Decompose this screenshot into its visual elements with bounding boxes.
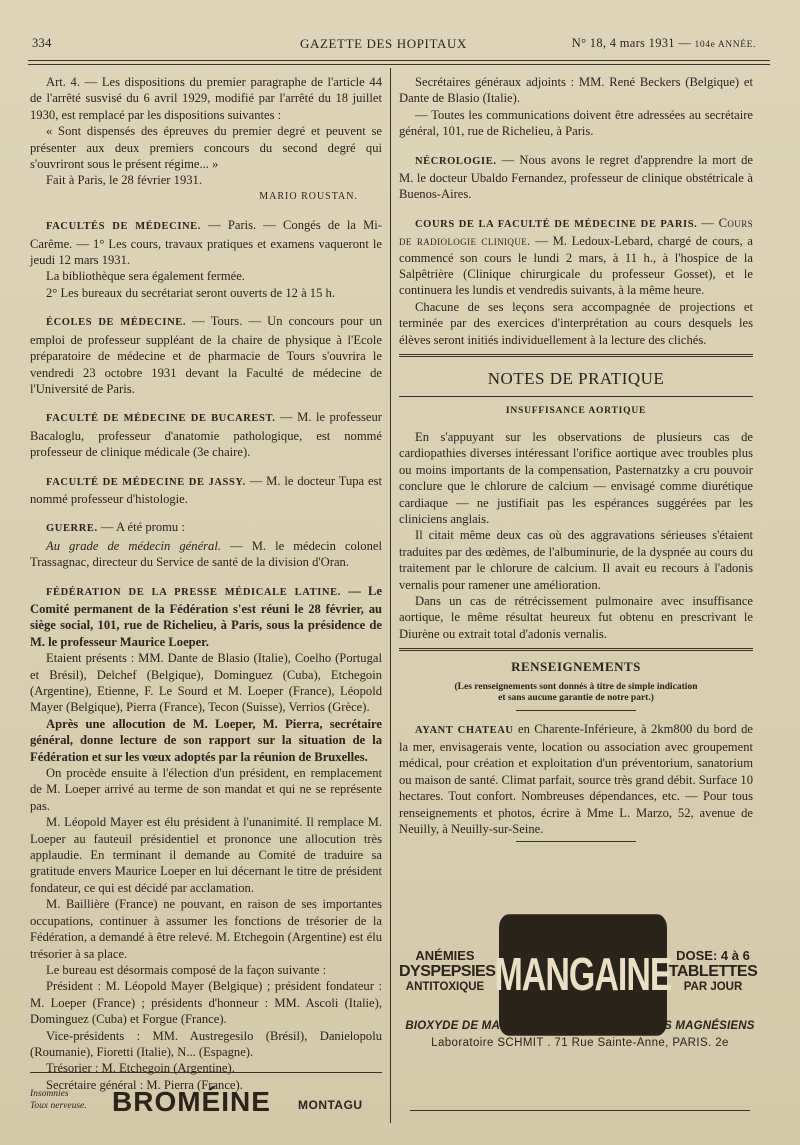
chateau-heading: AYANT CHATEAU: [415, 724, 514, 736]
federation-heading: FÉDÉRATION DE LA PRESSE MÉDICALE LATINE.: [46, 586, 341, 598]
disclaimer-line-2: et sans aucune garantie de notre part.): [498, 692, 654, 703]
article-4: Art. 4. — Les dispositions du premier paragraphe de l'article 44 de l'arrêté susvisé du 6 avril 1929, modifié par l'arrêté du 18 juillet 1930, est remplacé par les dispositions suivantes :: [30, 75, 382, 122]
header-rule-bottom: [28, 64, 770, 65]
bucarest-heading: FACULTÉ DE MÉDECINE DE BUCAREST.: [46, 413, 276, 425]
jassy-notice: [30, 473, 382, 508]
communications: — Toutes les communications doivent être adressées au secrétaire général, 101, rue de Richelieu, à Paris.: [399, 107, 753, 139]
secretaires-adjoints: Secrétaires généraux adjoints : MM. René Beckers (Belgique) et Dante de Blasio (Italie).: [399, 75, 753, 106]
mangaine-advertisement: [399, 928, 761, 1058]
indication-dyspepsies: DYSPEPSIES: [399, 963, 496, 980]
signature: MARIO ROUSTAN.: [259, 190, 358, 202]
bromeine-rule: [30, 1072, 382, 1073]
chateau-text: en Charente-Inférieure, à 2km800 du bord de la mer, envisagerais vente, location ou association avec groupement médical, pour création et exploitation d'un préventorium, sanatorium ou maison de santé. Climat parfait, source très grand débit. Surface 10 hectares. Tout confort. Nombreuses dépendances, etc. — Pour tous renseignements et photos, écrire à Mme L. Marzo, 52, avenue de Neuilly, à Neuilly-sur-Seine.: [399, 721, 753, 837]
bucarest-text: — M. le professeur Bacaloglu, professeur d'anatomie pathologique, est nommé professeur de clinique médicale (3e chaire).: [30, 410, 382, 460]
guerre-grade: Au grade de médecin général.: [46, 538, 222, 553]
notes-paragraph-1: En s'appuyant sur les observations de plusieurs cas de cardiopathies diverses intéressant l'orifice aortique avec troubles plus ou moins importants de la compensation, Pasternatzky a cru pouvoir conclure que le chlorure de calcium — envisagé comme diurétique cardiaque — ne justifiait pas les espérances suggérées par les cliniciens anglais.: [399, 429, 753, 526]
necrologie-notice: [399, 152, 753, 203]
federation-bureau: Le bureau est désormais composé de la façon suivante :: [46, 962, 327, 977]
ecoles-heading: ÉCOLES DE MÉDECINE.: [46, 317, 187, 329]
mangaine-laboratory: Laboratoire SCHMIT . 71 Rue Sainte-Anne, PARIS. 2e: [431, 1037, 729, 1049]
indication-anemies: ANÉMIES: [415, 948, 475, 963]
cours-subheading: — Cours de radiologie clinique.: [399, 215, 754, 249]
short-rule-2: [516, 841, 636, 842]
cours-notice: [399, 215, 753, 299]
issue-number: N° 18, 4 mars 1931 —: [571, 36, 692, 50]
cours-text: — M. Ledoux-Lebard, chargé de cours, a commencé son cours le lundi 2 mars, à 11 h., à l'hospice de la Salpêtrière (Clinique chirurgicale du professeur Gosset), et le continuera les lundis et vendredis suivants, à la même heure.: [399, 234, 753, 298]
guerre-heading: GUERRE.: [46, 523, 98, 535]
section-double-rule: [399, 354, 753, 357]
bucarest-notice: [30, 409, 382, 460]
facultes-text: — Paris. — Congés de la Mi-Carême. — 1° Les cours, travaux pratiques et examens vaqueront le jeudi 12 mars 1931.: [30, 218, 382, 268]
renseignements-disclaimer: [399, 682, 753, 704]
short-rule: [516, 710, 636, 711]
dispense-quote: « Sont dispensés des épreuves du premier degré et peuvent se présenter aux deux premiers concours du second degré qui s'ouvriront sous le présent régime... »: [30, 124, 382, 172]
notes-paragraph-3: Dans un cas de rétrécissement pulmonaire avec insuffisance aortique, le même résultat heureux fut obtenu en prescrivant le Diurène ou extrait total d'adonis vernalis.: [399, 593, 753, 641]
facultes-bureaux: 2° Les bureaux du secrétariat seront ouverts de 12 à 15 h.: [46, 285, 335, 300]
right-column: [399, 74, 753, 846]
federation-secretaire: Secrétaire général : M. Pierra (France).: [46, 1077, 243, 1092]
column-divider: [390, 68, 391, 1123]
jassy-text: — M. le docteur Tupa est nommé professeur d'histologie.: [30, 473, 382, 506]
bromeine-maker: MONTAGU: [298, 1098, 363, 1112]
guerre-promotion: [30, 538, 382, 571]
chateau-ad: [399, 721, 753, 838]
guerre-notice: [30, 519, 382, 537]
mangaine-brand: MANGAINE: [494, 948, 672, 1000]
header-rule-top: [28, 60, 770, 61]
federation-allocution: Après une allocution de M. Loeper, M. Pierra, secrétaire général, donne lecture de son rapport sur la situation de la Fédération et sur les vœux adoptés par la réunion de Bruxelles.: [30, 716, 382, 764]
notes-paragraph-2: Il citait même deux cas où des aggravations sérieuses s'étaient traduites par des œdèmes, de l'albuminurie, de la dyspnée au cours du traitement par le chlorure de calcium. Il avait eu recours à l'adonis vernalis pour ramener une amélioration.: [399, 528, 753, 592]
bromeine-brand: BROMÉINE: [112, 1086, 271, 1117]
facultes-notice: [30, 217, 382, 268]
bromeine-insomnies: Insomnies: [30, 1089, 69, 1099]
necrologie-heading: NÉCROLOGIE.: [415, 155, 497, 167]
fait-a-paris: Fait à Paris, le 28 février 1931.: [46, 173, 202, 188]
mangaine-indications: [399, 948, 496, 993]
federation-president: Président : M. Léopold Mayer (Belgique) ; président fondateur : M. Loeper (France) ; présidents d'honneur : MM. Ascoli (Italie), Dominguez (Cuba) et Forgue (France).: [30, 979, 382, 1027]
ecoles-text: — Tours. — Un concours pour un emploi de professeur suppléant de la chaire de physique à l'Ecole préparatoire de médecine et de pharmacie de Tours s'ouvrira le vendredi 23 octobre 1931 devant la Faculté de médecine de l'Université de Paris.: [30, 314, 382, 396]
insuffisance-aortique-title: INSUFFISANCE AORTIQUE: [505, 405, 647, 416]
notes-de-pratique-title: NOTES DE PRATIQUE: [399, 371, 753, 396]
dosage-line: DOSE: 4 à 6: [676, 948, 750, 963]
par-jour-line: PAR JOUR: [683, 981, 743, 993]
mangaine-dosage: [665, 948, 761, 993]
cours-projections: Chacune de ses leçons sera accompagnée de projections et terminée par des exercices d'interprétation au cours desquels les élèves seront initiés individuellement à la lecture des clichés.: [399, 299, 753, 347]
jassy-heading: FACULTÉ DE MÉDECINE DE JASSY.: [46, 476, 246, 488]
bromeine-toux: Toux nerveuse.: [30, 1101, 87, 1111]
page-header: [30, 34, 770, 54]
federation-text: — Le Comité permanent de la Fédération s'est réuni le 28 février, au siège social, 101, rue de Richelieu, à Paris, sous la présidence de M. le professeur Maurice Loeper.: [30, 583, 383, 649]
ecoles-notice: [30, 313, 382, 397]
federation-presents: Etaient présents : MM. Dante de Blasio (Italie), Coelho (Portugal et Brésil), Delchef (Belgique), Dominguez (Cuba), Etchegoin (Argentine), Etienne, F. Le Sourd et M. Loeper (France), Léopold Mayer (Belgique), Pierra (France), Tecon (Suisse), Verrios (Grèce).: [30, 651, 382, 715]
disclaimer-line-1: (Les renseignements sont donnés à titre de simple indication: [454, 681, 698, 692]
federation-election: On procède ensuite à l'élection d'un président, en remplacement de M. Loeper arrivé au terme de son mandat et qui ne se représente pas.: [30, 766, 382, 813]
tablettes-line: TABLETTES: [668, 963, 758, 980]
cours-heading: COURS DE LA FACULTÉ DE MÉDECINE DE PARIS.: [415, 218, 698, 230]
mangaine-composition: BIOXYDE DE MANGANÈSE COLLOÏDAL - SELS MAGNÉSIENS: [405, 1020, 755, 1032]
necrologie-text: — Nous avons le regret d'apprendre la mort de M. le docteur Ubaldo Fernandez, professeur de clinique obstétricale à Buenos-Aires.: [399, 152, 754, 202]
federation-vice: Vice-présidents : MM. Austregesilo (Brésil), Danielopolu (Roumanie), Fioretti (Italie), N... (Espagne).: [30, 1028, 382, 1059]
federation-mayer: M. Léopold Mayer est élu président à l'unanimité. Il remplace M. Loeper au fauteuil présidentiel et prononce une allocution très applaudie. En terminant il demande au Comité de traduire sa gratitude envers Maurice Loeper en lui décernant le titre de président fondateur, ce qui est décidé par acclamation.: [30, 815, 382, 895]
journal-title: GAZETTE DES HOPITAUX: [300, 36, 467, 51]
federation-tresorier: Trésorier : M. Etchegoin (Argentine).: [46, 1061, 235, 1076]
bromeine-indications: [30, 1088, 102, 1112]
section-double-rule-2: [399, 648, 753, 651]
page-number: 334: [32, 36, 52, 50]
renseignements-title: RENSEIGNEMENTS: [511, 659, 641, 675]
guerre-text: — A été promu :: [100, 520, 185, 535]
facultes-bibliotheque: La bibliothèque sera également fermée.: [46, 269, 245, 284]
bromeine-advertisement: [30, 1084, 382, 1124]
indication-antitoxique: ANTITOXIQUE: [405, 981, 485, 993]
federation-notice: [30, 583, 382, 651]
left-column: [30, 74, 382, 1093]
issue-line: [572, 36, 756, 51]
facultes-heading: FACULTÉS DE MÉDECINE.: [46, 221, 202, 233]
federation-bailliere: M. Baillière (France) ne pouvant, en raison de ses importantes occupations, continuer à assumer les fonctions de trésorier de la Fédération, a demandé à être relevé. M. Etchegoin (Argentine) est élu trésorier à sa place.: [30, 897, 382, 961]
guerre-rest: — M. le médecin colonel Trassagnac, directeur du Service de santé de la division d'Oran.: [30, 538, 382, 570]
issue-year: 104e ANNÉE.: [694, 40, 756, 50]
right-bottom-rule: [410, 1110, 750, 1111]
